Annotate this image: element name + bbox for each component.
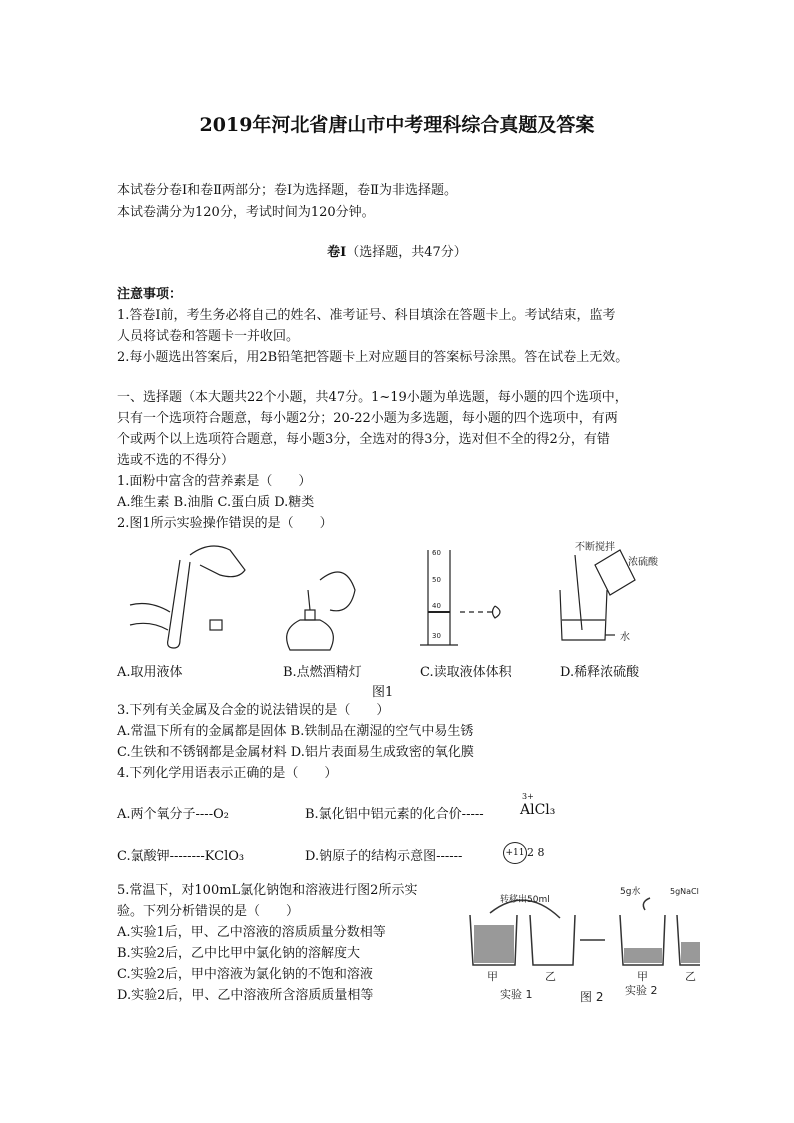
page-title: 2019年河北省唐山市中考理科综合真题及答案 [199,114,595,136]
q5-line: D.实验2后，甲、乙中溶液所含溶质质量相等 [117,988,374,1003]
figure1-caption-c: C.读取液体体积 [420,665,512,680]
intro-line: 本试卷分卷Ⅰ和卷Ⅱ两部分；卷Ⅰ为选择题，卷Ⅱ为非选择题。 [117,183,457,198]
svg-text:甲: 甲 [637,970,648,983]
svg-text:50: 50 [432,576,441,584]
svg-text:浓硫酸: 浓硫酸 [628,557,658,568]
svg-text:图 2: 图 2 [580,990,604,1004]
figure1-label: 图1 [372,685,394,700]
q4-option-b: B.氯化铝中铝元素的化合价----- [305,807,484,822]
svg-text:5gNaCl: 5gNaCl [670,887,699,896]
svg-text:30: 30 [432,632,441,640]
figure1-caption-d: D.稀释浓硫酸 [560,665,640,680]
svg-text:不断搅拌: 不断搅拌 [575,542,615,553]
part1-line: 一、选择题（本大题共22个小题，共47分。1~19小题为单选题，每小题的四个选项中， [117,390,628,405]
figure-1 [120,540,660,655]
q3-line: C.生铁和不锈钢都是金属材料 D.铝片表面易生成致密的氧化膜 [117,745,474,760]
part1-line: 选或不选的不得分） [117,453,235,468]
figure-2 [455,880,705,1005]
svg-text:水: 水 [620,632,630,643]
q5-line: 验。下列分析错误的是（ ） [117,904,300,919]
sodium-shells: 2 8 [527,846,545,859]
q4-b-formula: AlCl₃ [520,802,556,818]
part1-line: 个或两个以上选项符合题意，每小题3分，全选对的得3分，选对但不全的得2分，有错 [117,432,610,447]
figure1-caption-b: B.点燃酒精灯 [283,665,362,680]
note-line: 2.每小题选出答案后，用2B铅笔把答题卡上对应题目的答案标号涂黑。答在试卷上无效。 [117,350,629,365]
q4-b-charge: 3+ [522,792,534,801]
alcohol-lamp-illustration [287,572,355,650]
note-line: 人员将试卷和答题卡一并收回。 [117,329,300,344]
section-heading: 卷Ⅰ（选择题，共47分） [327,245,467,260]
part1-line: 只有一个选项符合题意，每小题2分；20-22小题为多选题，每小题的四个选项中，有两 [117,411,618,426]
svg-text:转移出50ml: 转移出50ml [500,895,550,905]
q5-line: B.实验2后，乙中比甲中氯化钠的溶解度大 [117,946,360,961]
svg-text:甲: 甲 [487,970,498,983]
svg-text:实验 2: 实验 2 [625,984,658,997]
q4-stem: 4.下列化学用语表示正确的是（ ） [117,766,338,781]
q1-stem: 1.面粉中富含的营养素是（ ） [117,474,312,489]
q2-stem: 2.图1所示实验操作错误的是（ ） [117,516,333,531]
test-tube-pouring-illustration [130,546,245,648]
q3-line: A.常温下所有的金属都是固体 B.铁制品在潮湿的空气中易生锈 [117,724,474,739]
q4-option-a: A.两个氧分子----O₂ [117,807,229,822]
sodium-atom-diagram: +11 [503,842,527,864]
dilution-illustration [560,540,659,643]
svg-text:乙: 乙 [685,970,696,983]
q5-line: C.实验2后，甲中溶液为氯化钠的不饱和溶液 [117,967,373,982]
svg-text:5g水: 5g水 [620,887,641,897]
figure1-caption-a: A.取用液体 [117,665,183,680]
q5-line: A.实验1后，甲、乙中溶液的溶质质量分数相等 [117,925,386,940]
note-line: 1.答卷Ⅰ前，考生务必将自己的姓名、准考证号、科目填涂在答题卡上。考试结束，监考 [117,308,616,323]
svg-text:乙: 乙 [545,970,556,983]
q4-option-d: D.钠原子的结构示意图------ [305,849,463,864]
notes-heading: 注意事项： [117,287,183,302]
svg-text:60: 60 [432,549,441,557]
q1-options: A.维生素 B.油脂 C.蛋白质 D.糖类 [117,495,315,510]
svg-text:40: 40 [432,602,441,610]
q4-option-c: C.氯酸钾--------KClO₃ [117,849,245,864]
svg-text:实验 1: 实验 1 [500,988,533,1001]
intro-line: 本试卷满分为120分，考试时间为120分钟。 [117,205,375,220]
graduated-cylinder-illustration [420,549,500,645]
q3-stem: 3.下列有关金属及合金的说法错误的是（ ） [117,703,390,718]
q5-line: 5.常温下，对100mL氯化钠饱和溶液进行图2所示实 [117,883,418,898]
